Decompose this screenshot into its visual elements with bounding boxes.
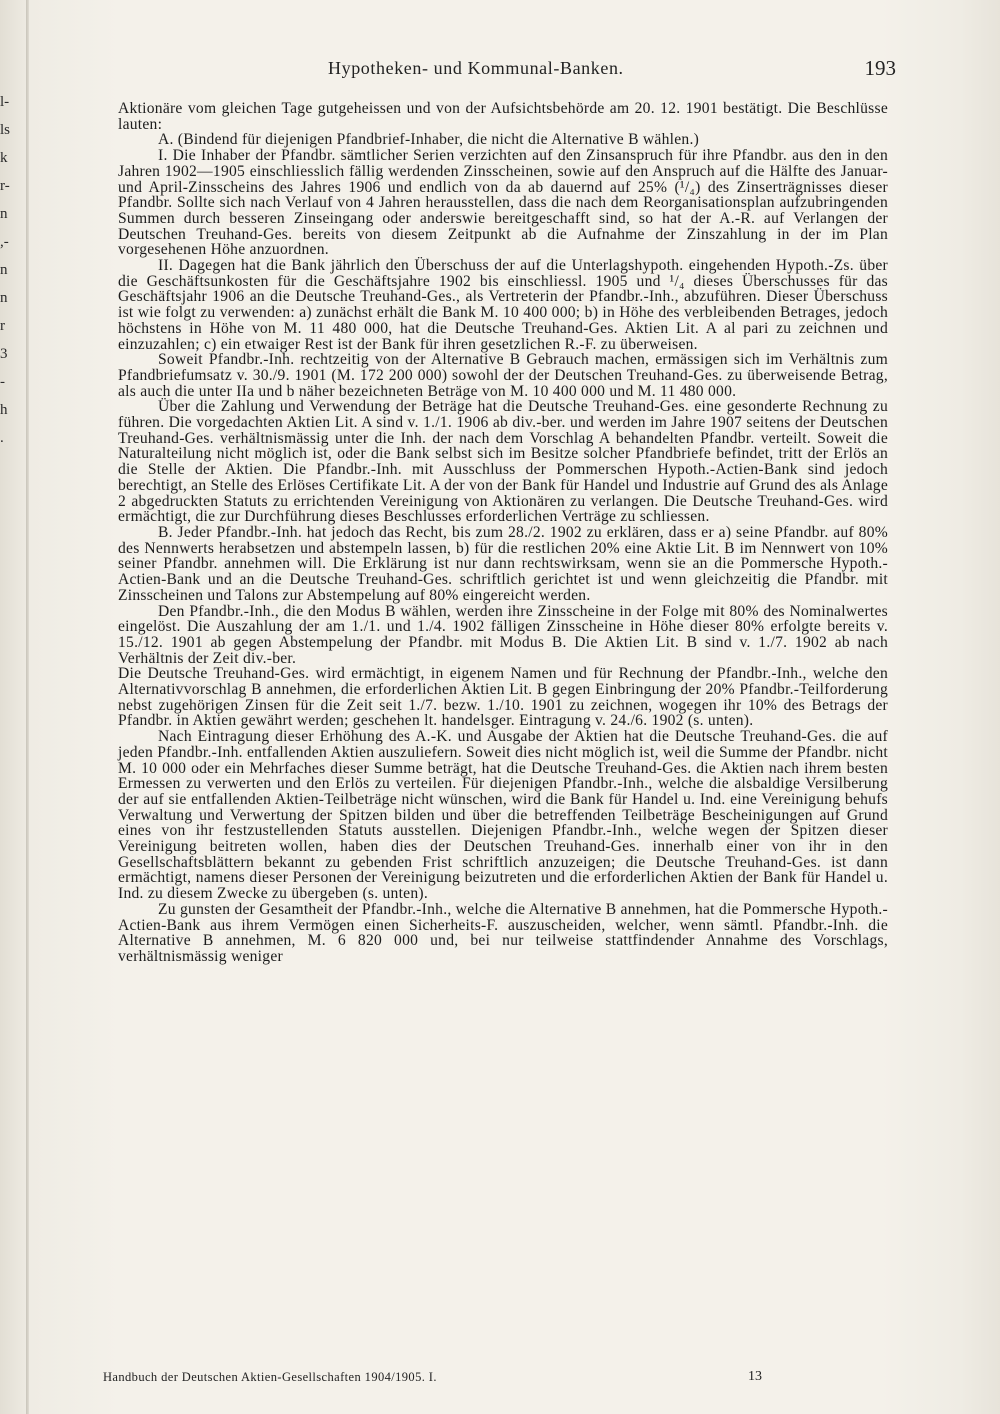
paragraph: I. Die Inhaber der Pfandbr. sämtlicher Serien verzichten auf den Zinsanspruch für ihre Pfandbr. aus den in den Jahren 1902—1905 einschliesslich fällig werdenden Zinsscheinen, sowie auf den Anspruch auf die Hälfte des Januar- und April-Zinsscheins des Jahres 1906 und endlich von da ab dauernd auf 25% (¹/₄) des Zinserträgnisses dieser Pfandbr. Sollte sich nach Verlauf von 4 Jahren herausstellen, dass die nach dem Reorganisationsplan aufzubringenden Summen durch besseren Zinseingang oder anderswie bereitgeschafft sind, so hat der A.-R. auf Verlangen der Deutschen Treuhand-Ges. bereits von diesem Zeitpunkt ab die Aufnahme der Zinszahlung in der im Plan vorgesehenen Höhe anzuordnen.: [118, 147, 888, 259]
paragraph: Soweit Pfandbr.-Inh. rechtzeitig von der Alternative B Gebrauch machen, ermässigen sich im Verhältnis zum Pfandbriefumsatz v. 30./9. 1901 (M. 172 200 000) sowohl der der Deutschen Treuhand-Ges. zu überweisende Betrag, als auch die unter IIa und b näher bezeichneten Beträge von M. 10 400 000 und M. 11 480 000.: [118, 351, 888, 400]
facing-page-fragment: -: [0, 374, 5, 390]
paragraph: Die Deutsche Treuhand-Ges. wird ermächtigt, in eigenem Namen und für Rechnung der Pfandbr.-Inh., welche den Alternativvorschlag B annehmen, die erforderlichen Aktien Lit. B gegen Einbringung der 20% Pfandbr.-Teilforderung nebst zugehörigen Zinsen für die Zeit seit 1./7. bezw. 1./10. 1901 zu zeichnen, wogegen ihr 10% des Betrags der Pfandbr. in Aktien gewährt werden; geschehen lt. handelsger. Eintragung v. 24./6. 1902 (s. unten).: [118, 665, 888, 730]
paragraph: Über die Zahlung und Verwendung der Beträge hat die Deutsche Treuhand-Ges. eine gesonderte Rechnung zu führen. Die vorgedachten Aktien Lit. A sind v. 1./1. 1906 ab div.-ber. und werden im Jahre 1907 seitens der Deutschen Treuhand-Ges. verhältnismässig unter die Inh. der nach dem Vorschlag A behandelten Pfandbr. verteilt. Soweit die Naturalteilung nicht möglich ist, oder die Bank selbst sich im Besitze solcher Pfandbriefe befindet, tritt der Erlös an die Stelle der Aktien. Die Pfandbr.-Inh. mit Ausschluss der Pommerschen Hypoth.-Actien-Bank sind jedoch berechtigt, an Stelle des Erlöses Certifikate Lit. A der von der Bank für Handel und Industrie auf Grund des als Anlage 2 abgedruckten Statuts zu errichtenden Vereinigung von Aktionären zu verlangen. Die Deutsche Treuhand-Ges. wird ermächtigt, die zur Durchführung dieses Beschlusses erforderlichen Verträge zu schliessen.: [118, 398, 888, 526]
facing-page-fragment: l-: [0, 94, 10, 110]
paragraph: B. Jeder Pfandbr.-Inh. hat jedoch das Recht, bis zum 28./2. 1902 zu erklären, dass er a) seine Pfandbr. auf 80% des Nennwerts herabsetzen und abstempeln lassen, b) für die restlichen 20% eine Aktie Lit. B im Nennwert von 10% seiner Pfandbr. annehmen will. Die Erklärung ist nur dann rechtswirksam, wenn sie an die Pommersche Hypoth.-Actien-Bank und an die Deutsche Treuhand-Ges. schriftlich gerichtet ist und wenn gleichzeitig die Pfandbr. mit Zinsscheinen und Talons zur Abstempelung auf 80% eingereicht werden.: [118, 523, 888, 604]
paragraph: II. Dagegen hat die Bank jährlich den Überschuss der auf die Unterlagshypoth. eingehenden Hypoth.-Zs. über die Geschäftsunkosten für die Geschäftsjahre 1902 bis einschliessl. 1905 und ¹/₄ dieses Überschusses für das Geschäftsjahr 1906 an die Deutsche Treuhand-Ges., als Vertreterin der Pfandbr.-Inh., abzuführen. Dieser Überschuss ist wie folgt zu verwenden: a) zunächst erhält die Bank M. 10 400 000; b) in Höhe des verbleibenden Betrages, jedoch höchstens in Höhe von M. 11 480 000, hat die Deutsche Treuhand-Ges. Aktien Lit. A al pari zu zeichnen und einzuzahlen; c) ein etwaiger Rest ist der Bank für ihren gesetzlichen R.-F. zu überweisen.: [118, 257, 888, 353]
publication-footer: Handbuch der Deutschen Aktien-Gesellschaften 1904/1905. I.: [103, 1370, 437, 1384]
paragraph: Zu gunsten der Gesamtheit der Pfandbr.-Inh., welche die Alternative B annehmen, hat die Pommersche Hypoth.-Actien-Bank aus ihrem Vermögen einen Sicherheits-F. auszuscheiden, welcher, wenn sämtl. Pfandbr.-Inh. die Alternative B annehmen, M. 6 820 000 und, bei nur teilweise stattfindender Annahme des Vorschlags, verhältnismässig weniger: [118, 900, 888, 965]
paragraph: Den Pfandbr.-Inh., die den Modus B wählen, werden ihre Zinsscheine in der Folge mit 80% des Nominalwertes eingelöst. Die Auszahlung der am 1./1. und 1./4. 1902 fälligen Zinsscheine in Höhe dieser 80% erfolgte bereits v. 15./12. 1901 ab gegen Abstempelung der Pfandbr. mit Modus B. Die Aktien Lit. B sind v. 1./7. 1902 ab nach Verhältnis der Zeit div.-ber.: [118, 602, 888, 667]
paragraph: A. (Bindend für diejenigen Pfandbrief-Inhaber, die nicht die Alternative B wählen.): [158, 131, 700, 149]
facing-page-fragment: r: [0, 318, 5, 334]
facing-page-fragment: 3: [0, 346, 8, 362]
signature-mark: 13: [748, 1369, 762, 1384]
facing-page-fragment: ,-: [0, 234, 9, 250]
facing-page-fragment: h: [0, 402, 8, 418]
page-header: [118, 56, 896, 88]
facing-page-fragment: .: [0, 430, 4, 446]
paragraph: Aktionäre vom gleichen Tage gutgeheissen und von der Aufsichtsbehörde am 20. 12. 1901 bestätigt. Die Beschlüsse lauten:: [118, 100, 888, 133]
facing-page-fragment: ls: [0, 122, 11, 138]
facing-page-fragment: k: [0, 150, 8, 166]
running-head: Hypotheken- und Kommunal-Banken.: [328, 58, 624, 78]
page-footer: [103, 1370, 890, 1392]
paragraph: Nach Eintragung dieser Erhöhung des A.-K. und Ausgabe der Aktien hat die Deutsche Treuhand-Ges. die auf jeden Pfandbr.-Inh. entfallenden Aktien auszuliefern. Soweit dies nicht möglich ist, weil die Summe der Pfandbr. nicht M. 10 000 oder ein Mehrfaches dieser Summe beträgt, hat die Deutsche Treuhand-Ges. die Aktien nach ihrem besten Ermessen zu verwerten und den Erlös zu verteilen. Für diejenigen Pfandbr.-Inh., welche die alsbaldige Versilberung der auf sie entfallenden Aktien-Teilbeträge nicht wünschen, wird die Bank für Handel u. Ind. eine Vereinigung behufs Verwaltung und Verwertung der Spitzen bilden und über die betreffenden Teilbeträge Bescheinigungen auf Grund eines von ihr festzustellenden Statuts ausstellen. Diejenigen Pfandbr.-Inh., welche wegen der Spitzen dieser Vereinigung beitreten wollen, haben dies der Deutschen Treuhand-Ges. innerhalb einer von ihr in den Gesellschaftsblättern bekannt zu gebenden Frist schriftlich anzuzeigen; die Deutsche Treuhand-Ges. ist dann ermächtigt, namens dieser Personen der Vereinigung beizutreten und die erforderlichen Aktien der Bank für Handel u. Ind. zu diesem Zwecke zu übergeben (s. unten).: [118, 728, 888, 903]
facing-page-fragment: n: [0, 262, 8, 278]
page-number: 193: [864, 56, 896, 80]
body-text: [118, 101, 888, 965]
facing-page-fragment: n: [0, 290, 8, 306]
facing-page-fragment: n: [0, 206, 8, 222]
book-gutter: [26, 0, 29, 1414]
facing-page-fragment: r-: [0, 178, 10, 194]
facing-page-fragments: [0, 88, 22, 488]
